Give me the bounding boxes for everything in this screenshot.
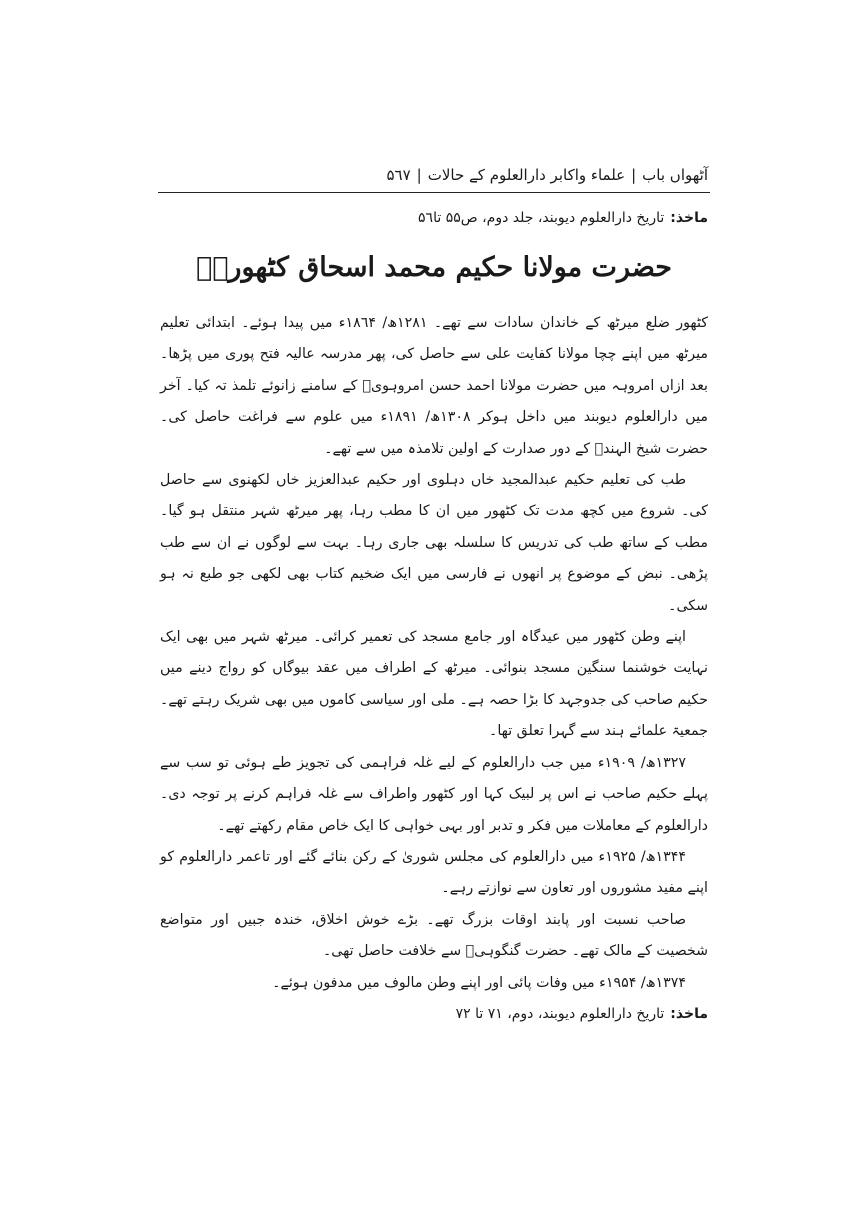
- paragraph: کٹھور ضلع میرٹھ کے خاندان سادات سے تھے۔ ۱۲۸۱ھ/ ۱۸٦۴ء میں پیدا ہوئے۔ ابتدائی تعلیم میرٹھ میں اپنے چچا مولانا کفایت علی سے حاصل کی، پھر مدرسہ عالیہ فتح پوری میں پڑھا۔ بعد ازاں امروہہ میں حضرت مولانا احمد حسن امروہویؒ کے سامنے زانوئے تلمذ تہ کیا۔ آخر میں دارالعلوم دیوبند میں داخل ہوکر ۱۳۰۸ھ/ ۱۸۹۱ء میں علوم سے فراغت حاصل کی۔ حضرت شیخ الہندؒ کے دور صدارت کے اولین تلامذہ میں سے تھے۔: [160, 315, 709, 457]
- paragraph: صاحب نسبت اور پابند اوقات بزرگ تھے۔ بڑے خوش اخلاق، خندہ جبیں اور متواضع شخصیت کے مالک تھے۔ حضرت گنگوہیؒ سے خلافت حاصل تھی۔: [160, 911, 708, 960]
- article-title: حضرت مولانا حکیم محمد اسحاق کٹھوریؒ: [196, 252, 672, 283]
- header-divider: [158, 192, 710, 193]
- source-text: تاریخ دارالعلوم دیوبند، جلد دوم، ص۵۵ تا۵٦: [418, 210, 665, 226]
- paragraph: ۱۳۴۴ھ/ ۱۹۲۵ء میں دارالعلوم کی مجلس شوریٰ کے رکن بنائے گئے اور تاعمر دارالعلوم کو اپنے مفید مشوروں اور تعاون سے نوازتے رہے۔: [160, 848, 708, 897]
- source-top: [160, 210, 708, 226]
- source-label: ماخذ:: [670, 210, 708, 226]
- source-label: ماخذ:: [670, 1005, 708, 1022]
- header-separator: |: [631, 166, 637, 184]
- paragraph: ۱۳۲۷ھ/ ۱۹۰۹ء میں جب دارالعلوم کے لیے غلہ فراہمی کی تجویز طے ہوئی تو سب سے پہلے حکیم صاحب نے اس پر لبیک کہا اور کٹھور واطراف سے غلہ فراہم کرنے پر توجہ دی۔ دارالعلوم کے معاملات میں فکر و تدبر اور بہی خواہی کا ایک خاص مقام رکھتے تھے۔: [160, 754, 708, 834]
- chapter-label: آٹھواں باب: [642, 166, 708, 184]
- running-header: [162, 160, 708, 190]
- source-bottom: [160, 999, 708, 1030]
- article-body: [160, 308, 708, 1030]
- paragraph: اپنے وطن کٹھور میں عیدگاہ اور جامع مسجد کی تعمیر کرائی۔ میرٹھ شہر میں بھی ایک نہایت خوشنما سنگین مسجد بنوائی۔ میرٹھ کے اطراف میں عقد بیوگاں کو رواج دینے میں حکیم صاحب کی جدوجہد کا بڑا حصہ ہے۔ ملی اور سیاسی کاموں میں بھی شریک رہتے تھے۔ جمعیۃ علمائے ہند سے گہرا تعلق تھا۔: [160, 629, 708, 740]
- source-text: تاریخ دارالعلوم دیوبند، دوم، ۷۱ تا ۷۲: [455, 1005, 665, 1022]
- paragraph: ۱۳۷۴ھ/ ۱۹۵۴ء میں وفات پائی اور اپنے وطن مالوف میں مدفون ہوئے۔: [272, 974, 686, 991]
- section-label: علماء واکابر دارالعلوم کے حالات: [427, 166, 626, 184]
- header-separator: |: [416, 166, 422, 184]
- page-number: ۵٦٧: [386, 166, 411, 184]
- paragraph: طب کی تعلیم حکیم عبدالمجید خاں دہلوی اور حکیم عبدالعزیز خاں لکھنوی سے حاصل کی۔ شروع میں کچھ مدت تک کٹھور میں ان کا مطب رہا، پھر میرٹھ شہر منتقل ہو گیا۔ مطب کے ساتھ طب کی تدریس کا سلسلہ بھی جاری رہا۔ بہت سے لوگوں نے ان سے طب پڑھی۔ نبض کے موضوع پر انھوں نے فارسی میں ایک ضخیم کتاب بھی لکھی جو طبع نہ ہو سکی۔: [160, 472, 708, 614]
